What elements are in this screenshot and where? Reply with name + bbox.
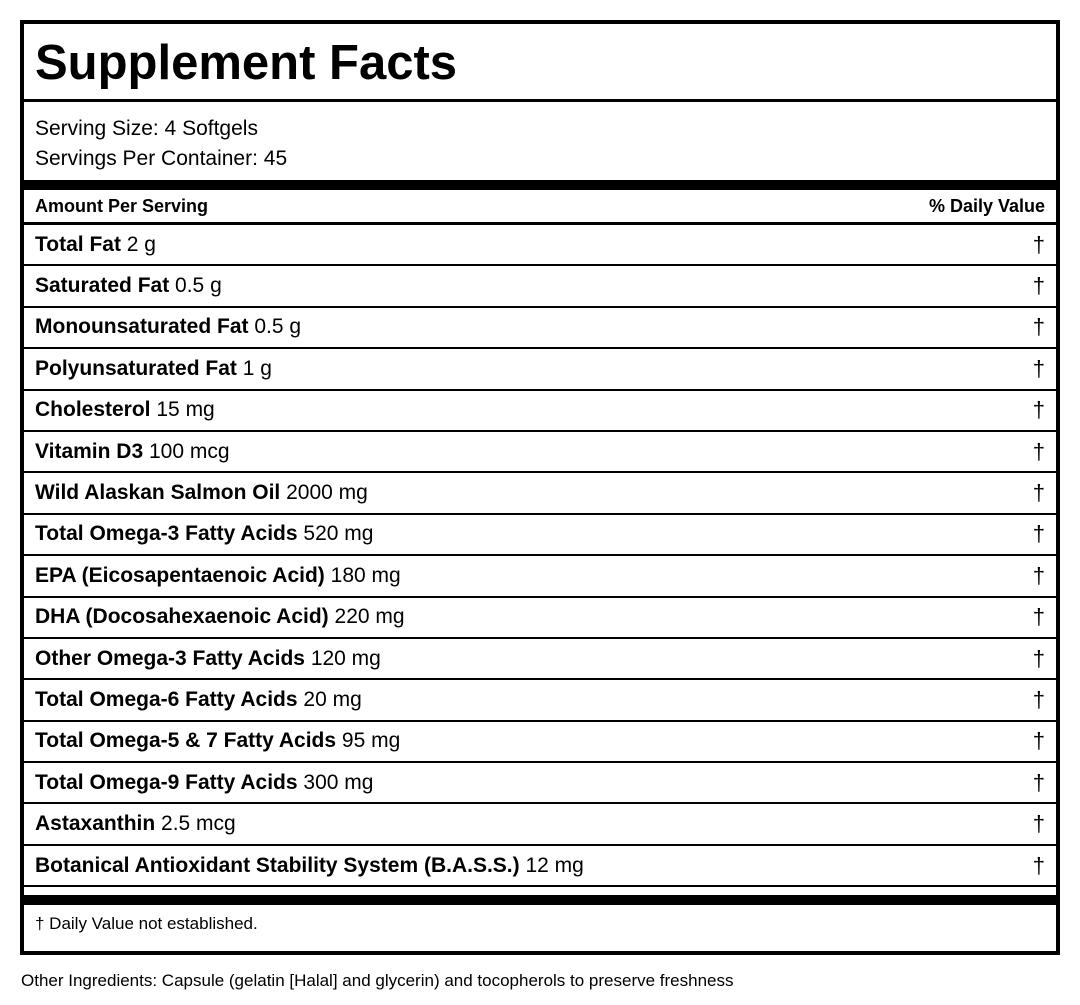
- thick-divider: [24, 180, 1056, 190]
- nutrient-amount: 0.5 g: [254, 315, 302, 339]
- nutrient-name: Other Omega-3 Fatty Acids: [35, 646, 305, 670]
- nutrient-amount: 2.5 mcg: [161, 812, 236, 836]
- nutrient-label: [35, 854, 584, 878]
- daily-value-dagger: †: [1032, 397, 1045, 423]
- nutrient-label: [35, 481, 368, 505]
- nutrient-amount: 120 mg: [310, 646, 381, 670]
- nutrient-row: [24, 556, 1056, 597]
- nutrient-name: Monounsaturated Fat: [35, 315, 249, 339]
- nutrient-name: DHA (Docosahexaenoic Acid): [35, 605, 329, 629]
- nutrient-label: [35, 771, 373, 795]
- nutrient-label: [35, 564, 401, 588]
- daily-value-dagger: †: [1032, 728, 1045, 754]
- nutrient-amount: 520 mg: [303, 522, 374, 546]
- nutrient-row: [24, 515, 1056, 556]
- nutrient-row: [24, 722, 1056, 763]
- nutrient-row: [24, 763, 1056, 804]
- nutrient-amount: 15 mg: [156, 398, 215, 422]
- thick-divider-bottom: [24, 895, 1056, 905]
- nutrient-name: Wild Alaskan Salmon Oil: [35, 481, 281, 505]
- nutrient-row: [24, 225, 1056, 266]
- nutrient-label: [35, 522, 373, 546]
- nutrient-row: [24, 598, 1056, 639]
- daily-value-dagger: †: [1032, 355, 1045, 381]
- nutrient-label: [35, 233, 156, 257]
- nutrient-row: [24, 391, 1056, 432]
- nutrient-label: [35, 357, 272, 381]
- nutrient-amount: 95 mg: [341, 729, 401, 753]
- daily-value-dagger: †: [1032, 521, 1045, 547]
- nutrient-amount: 180 mg: [330, 563, 401, 587]
- nutrient-row: [24, 473, 1056, 514]
- amount-per-serving-header: Amount Per Serving: [35, 195, 209, 216]
- nutrient-name: Cholesterol: [35, 398, 151, 422]
- daily-value-dagger: †: [1032, 604, 1045, 630]
- nutrient-amount: 2000 mg: [286, 481, 368, 505]
- nutrient-name: Polyunsaturated Fat: [35, 356, 237, 380]
- supplement-facts-panel: [20, 20, 1060, 955]
- nutrient-row: [24, 680, 1056, 721]
- nutrient-row: [24, 639, 1056, 680]
- nutrient-name: Total Omega-9 Fatty Acids: [35, 770, 298, 794]
- daily-value-dagger: †: [1032, 645, 1045, 671]
- nutrient-label: [35, 274, 222, 298]
- nutrient-label: [35, 605, 405, 629]
- nutrient-list: [24, 225, 1056, 887]
- nutrient-name: Vitamin D3: [35, 439, 144, 463]
- nutrient-amount: 1 g: [242, 356, 272, 380]
- daily-value-dagger: †: [1032, 852, 1045, 878]
- nutrient-label: [35, 440, 230, 464]
- daily-value-dagger: †: [1032, 231, 1045, 257]
- nutrient-amount: 300 mg: [303, 770, 374, 794]
- nutrient-amount: 0.5 g: [175, 274, 222, 298]
- daily-value-dagger: †: [1032, 438, 1045, 464]
- nutrient-name: Astaxanthin: [35, 812, 156, 836]
- daily-value-header: % Daily Value: [928, 195, 1045, 216]
- footnote: † Daily Value not established.: [35, 914, 258, 934]
- serving-info: [24, 102, 1056, 180]
- nutrient-label: [35, 398, 215, 422]
- nutrient-label: [35, 688, 362, 712]
- nutrient-row: [24, 266, 1056, 307]
- nutrient-row: [24, 308, 1056, 349]
- servings-per-container: Servings Per Container: 45: [35, 147, 288, 170]
- nutrient-name: Total Fat: [35, 232, 121, 256]
- panel-title: Supplement Facts: [24, 24, 1056, 102]
- nutrient-row: [24, 804, 1056, 845]
- daily-value-dagger: †: [1032, 314, 1045, 340]
- daily-value-dagger: †: [1032, 273, 1045, 299]
- column-header-row: [24, 190, 1056, 225]
- spacer: [24, 887, 1056, 895]
- nutrient-label: [35, 729, 400, 753]
- nutrient-amount: 100 mcg: [149, 439, 230, 463]
- other-ingredients: Other Ingredients: Capsule (gelatin [Halal] and glycerin) and tocopherols to preserve freshness: [21, 971, 734, 990]
- nutrient-name: Botanical Antioxidant Stability System (B.A.S.S.): [35, 853, 520, 877]
- nutrient-label: [35, 315, 301, 339]
- nutrient-amount: 220 mg: [334, 605, 405, 629]
- daily-value-dagger: †: [1032, 480, 1045, 506]
- daily-value-dagger: †: [1032, 769, 1045, 795]
- nutrient-row: [24, 846, 1056, 887]
- nutrient-name: Total Omega-3 Fatty Acids: [35, 522, 298, 546]
- nutrient-amount: 2 g: [126, 232, 156, 256]
- nutrient-amount: 20 mg: [303, 687, 362, 711]
- nutrient-name: Total Omega-5 & 7 Fatty Acids: [35, 729, 337, 753]
- nutrient-label: [35, 647, 381, 671]
- daily-value-dagger: †: [1032, 686, 1045, 712]
- nutrient-row: [24, 349, 1056, 390]
- nutrient-amount: 12 mg: [525, 853, 584, 877]
- nutrient-name: Total Omega-6 Fatty Acids: [35, 687, 298, 711]
- nutrient-name: Saturated Fat: [35, 274, 170, 298]
- nutrient-name: EPA (Eicosapentaenoic Acid): [35, 563, 325, 587]
- nutrient-label: [35, 812, 236, 836]
- nutrient-row: [24, 432, 1056, 473]
- daily-value-dagger: †: [1032, 562, 1045, 588]
- daily-value-dagger: †: [1032, 811, 1045, 837]
- serving-size: Serving Size: 4 Softgels: [35, 117, 258, 140]
